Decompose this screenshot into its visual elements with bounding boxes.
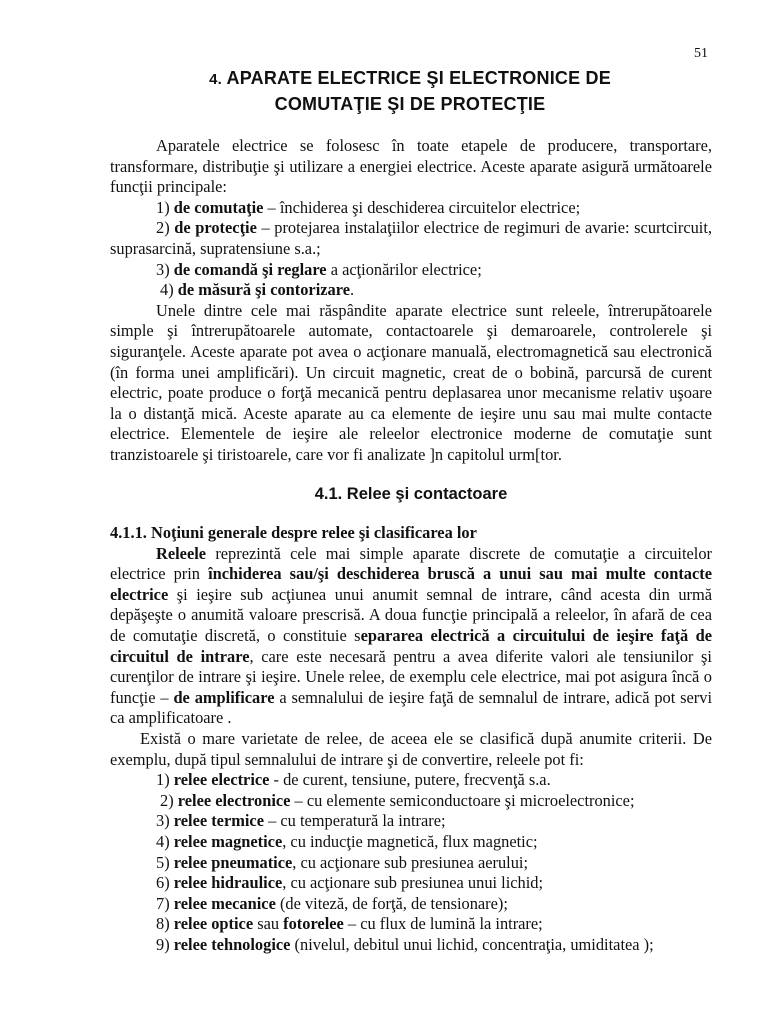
section-title: 4.1. Relee şi contactoare	[314, 484, 508, 503]
relay-type-term: relee magnetice	[173, 832, 283, 851]
relay-type-term: relee electrice	[173, 770, 270, 790]
relay-type-item	[110, 935, 712, 956]
function-4-term: de măsură şi contorizare	[177, 280, 350, 300]
function-4-number: 4)	[160, 280, 178, 300]
relay-type-text: 2)	[160, 790, 178, 810]
function-1-number: 1)	[156, 197, 174, 217]
chapter-title-line1	[110, 66, 710, 92]
paragraph-text: reprezintă cele mai simple aparate discrete de comutaţie a circuitelor electrice prin	[110, 543, 712, 584]
relay-type-item	[110, 811, 712, 832]
function-3-text: a acţionărilor electrice;	[326, 259, 482, 279]
subsection-paragraph-1	[110, 544, 712, 729]
chapter-title	[110, 66, 710, 116]
function-2-text: – protejarea instalaţiilor electrice de regimuri de avarie: scurtcircuit, suprasarcină, supratensiune s.a.;	[110, 218, 712, 258]
chapter-title-line2: COMUTAŢIE ŞI DE PROTECŢIE	[274, 94, 546, 114]
relay-type-text: 7)	[156, 893, 174, 913]
term-releele: Releele	[156, 543, 207, 563]
relay-type-item	[110, 770, 712, 791]
relay-type-text: 1)	[156, 770, 174, 790]
relay-type-text: – cu temperatură la intrare;	[264, 811, 446, 831]
function-4-text: .	[350, 280, 355, 300]
function-2-term: de protecţie	[174, 218, 257, 238]
relay-type-term: relee hidraulice	[173, 873, 283, 893]
relay-type-text: , cu acţionare sub presiunea unui lichid;	[282, 873, 544, 893]
relay-type-term: relee termice	[173, 811, 264, 831]
relay-type-item	[110, 832, 712, 853]
relay-types-list	[110, 770, 712, 955]
relay-type-text: (de viteză, de forţă, de tensionare);	[275, 893, 508, 913]
term-amplificare: de amplificare	[173, 687, 275, 707]
function-item-2	[110, 218, 712, 259]
relay-type-text: 3)	[156, 811, 174, 831]
relay-type-item	[110, 914, 712, 935]
paragraph-text: , care este necesară pentru a avea diferite valori ale tensiunilor şi curenţilor de intrare şi ieşire. Unele relee, de exemplu cele electrice, mai pot asigura încă o funcţie –	[110, 646, 712, 707]
term-separarea: epararea electrică a circuitului de ieşire faţă de circuitul de intrare	[110, 626, 712, 666]
function-1-term: de comutaţie	[173, 197, 264, 217]
function-3-term: de comandă şi reglare	[173, 259, 327, 279]
subsection-paragraph-2: Există o mare varietate de relee, de aceea ele se clasifică după anumite criterii. De exemplu, după tipul semnalului de intrare şi de convertire, releele pot fi:	[110, 729, 712, 769]
chapter-title-text1: APARATE ELECTRICE ŞI ELECTRONICE DE	[226, 68, 611, 88]
intro-paragraph-2: Unele dintre cele mai răspândite aparate electrice sunt releele, întrerupătoarele simple şi întrerupătoarele automate, contactoarele şi demaroarele, controlerele şi siguranţele. Aceste aparate pot avea o acţionare manuală, electromagnetică sau electronică (în forma unei amplificări). Un circuit magnetic, creat de o bobină, parcursă de curent electric, poate produce o forţă mecanică pentru deplasarea unor mecanisme relativ uşoare la o distanţă mică. Aceste aparate au ca elemente de ieşire unu sau mai multe contacte electrice. Elementele de ieşire ale releelor electronice moderne de comutaţie sunt tranzistoarele şi tiristoarele, care vor fi analizate ]n capitolul urm[tor.	[110, 300, 712, 464]
chapter-number: 4.	[209, 71, 222, 88]
intro-paragraph-1: Aparatele electrice se folosesc în toate etapele de producere, transportare, transformare, distribuţie şi utilizare a energiei electrice. Aceste aparate asigură următoarele funcţii principale:	[110, 136, 712, 197]
relay-type-item	[110, 853, 712, 874]
relay-type-term: relee tehnologice	[173, 934, 291, 954]
relay-type-item	[110, 791, 712, 812]
relay-type-text: 6)	[156, 873, 174, 893]
relay-type-term: relee mecanice	[173, 893, 276, 913]
relay-type-text: – cu flux de lumină la intrare;	[343, 914, 543, 934]
relay-type-text: 4)	[156, 832, 174, 851]
relay-type-term: relee electronice	[177, 790, 291, 810]
function-item-3	[110, 260, 712, 281]
function-item-1	[110, 198, 712, 219]
relay-type-text: , cu inducţie magnetică, flux magnetic;	[282, 832, 538, 851]
relay-type-item	[110, 873, 712, 894]
subsection-title: 4.1.1. Noţiuni generale despre relee şi clasificarea lor	[110, 523, 477, 543]
relay-type-text: 5)	[156, 852, 174, 872]
relay-type-text: – cu elemente semiconductoare şi microelectronice;	[290, 790, 635, 810]
relay-type-text: , cu acţionare sub presiunea aerului;	[292, 852, 529, 872]
function-3-number: 3)	[156, 259, 174, 279]
relay-type-text: - de curent, tensiune, putere, frecvenţă s.a.	[269, 770, 551, 790]
relay-type-item	[110, 894, 712, 915]
relay-type-term: fotorelee	[283, 914, 344, 934]
function-item-4	[110, 280, 712, 301]
relay-type-text: 9)	[156, 934, 174, 954]
relay-type-term: relee optice	[173, 914, 254, 934]
page-content	[110, 136, 712, 956]
page-number: 51	[694, 46, 708, 61]
function-1-text: – închiderea şi deschiderea circuitelor electrice;	[263, 197, 581, 217]
relay-type-term: relee pneumatice	[173, 852, 293, 872]
term-inchiderea: închiderea sau/şi deschiderea bruscă a unui sau mai multe contacte electrice	[110, 564, 712, 604]
relay-type-text: sau	[253, 914, 284, 934]
function-2-number: 2)	[156, 218, 175, 238]
relay-type-text: (nivelul, debitul unui lichid, concentraţia, umiditatea );	[290, 934, 654, 954]
paragraph-text: şi ieşire sub acţiunea unui anumit semnal de intrare, când acesta din urmă depăşeşte o anumită valoare prescrisă. A doua funcţie principală a releelor, în afară de cea de comutaţie discretă, o constituie s	[110, 584, 712, 646]
paragraph-text: a semnalului de ieşire faţă de semnalul de intrare, adică pot servi ca amplificatoare .	[110, 687, 713, 728]
relay-type-text: 8)	[156, 914, 174, 934]
